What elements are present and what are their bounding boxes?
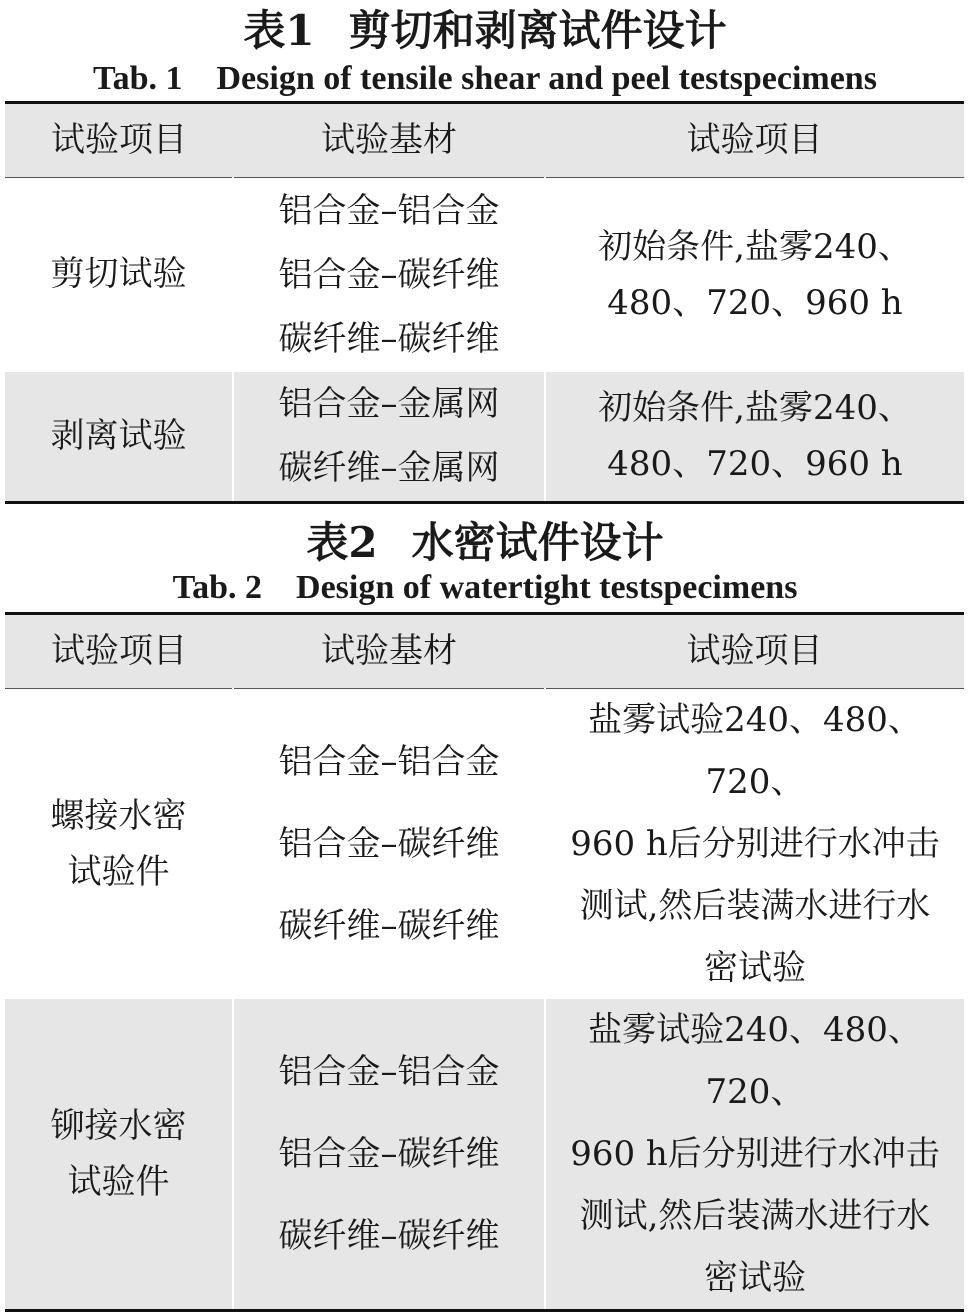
condition-line: 密试验 xyxy=(704,1258,806,1298)
table1 xyxy=(5,101,964,504)
table1-caption-cn xyxy=(0,6,970,55)
substrate-line: 铝合金–铝合金 xyxy=(278,742,500,782)
table1-title-cn: 剪切和剥离试件设计 xyxy=(348,6,727,55)
item-line: 试验件 xyxy=(67,1162,170,1202)
table1-row1-conditions xyxy=(545,178,964,372)
table-row xyxy=(5,999,964,1311)
substrate-line: 铝合金–铝合金 xyxy=(278,190,500,231)
condition-line: 960 h后分别进行水冲击 xyxy=(570,824,940,864)
substrate-line: 碳纤维–碳纤维 xyxy=(278,906,500,946)
table2-header-row xyxy=(5,614,964,689)
table1-header-substrate: 试验基材 xyxy=(233,103,545,178)
table2-row2-item xyxy=(5,999,233,1311)
table1-label-en: Tab. 1 xyxy=(93,60,183,97)
condition-line: 测试,然后装满水进行水 xyxy=(579,1196,931,1236)
table2-title-cn: 水密试件设计 xyxy=(411,518,664,567)
table2-header-condition: 试验项目 xyxy=(545,614,964,689)
substrate-line: 铝合金–碳纤维 xyxy=(278,824,500,864)
condition-line: 960 h后分别进行水冲击 xyxy=(570,1134,940,1174)
table-row xyxy=(5,372,964,503)
item-line: 试验件 xyxy=(67,852,170,892)
table2-header-substrate: 试验基材 xyxy=(233,614,545,689)
substrate-line: 碳纤维–金属网 xyxy=(278,448,500,489)
condition-line: 盐雾试验240、480、720、 xyxy=(588,700,922,802)
substrate-line: 铝合金–金属网 xyxy=(278,384,500,425)
table2-row1-item xyxy=(5,689,233,1000)
table1-label-cn: 表1 xyxy=(243,6,315,55)
condition-line: 测试,然后装满水进行水 xyxy=(579,886,931,926)
table2-header-item: 试验项目 xyxy=(5,614,233,689)
table1-caption-en xyxy=(0,62,970,96)
condition-line: 480、720、960 h xyxy=(607,282,903,323)
table2-label-cn: 表2 xyxy=(306,518,378,567)
table2-row2-conditions xyxy=(545,999,964,1311)
table2-row1-conditions xyxy=(545,689,964,1000)
table2-row1-substrates xyxy=(233,689,545,1000)
table2-caption-cn xyxy=(0,518,970,567)
table2-title-en: Design of watertight testspecimens xyxy=(296,569,798,606)
table2-caption-en xyxy=(0,571,970,605)
condition-line: 初始条件,盐雾240、 xyxy=(598,388,912,429)
table1-header-row xyxy=(5,103,964,178)
substrate-line: 碳纤维–碳纤维 xyxy=(278,1216,500,1256)
table2 xyxy=(5,612,964,1312)
substrate-line: 碳纤维–碳纤维 xyxy=(278,318,500,359)
table1-title-en: Design of tensile shear and peel testspecimens xyxy=(216,60,877,97)
item-line: 铆接水密 xyxy=(50,1106,187,1146)
table1-row2-conditions xyxy=(545,372,964,503)
table1-header-item: 试验项目 xyxy=(5,103,233,178)
table1-row1-item: 剪切试验 xyxy=(50,254,187,295)
table-row xyxy=(5,178,964,372)
condition-line: 480、720、960 h xyxy=(607,444,903,485)
substrate-line: 铝合金–碳纤维 xyxy=(278,254,500,295)
item-line: 螺接水密 xyxy=(50,796,187,836)
table-row xyxy=(5,689,964,1000)
table1-row1-substrates xyxy=(233,178,545,372)
substrate-line: 铝合金–碳纤维 xyxy=(278,1134,500,1174)
table2-label-en: Tab. 2 xyxy=(172,569,263,606)
table1-row2-item: 剥离试验 xyxy=(5,372,233,503)
table1-row2-substrates xyxy=(233,372,545,503)
substrate-line: 铝合金–铝合金 xyxy=(278,1052,500,1092)
table2-row2-substrates xyxy=(233,999,545,1311)
condition-line: 密试验 xyxy=(704,948,806,988)
table1-header-condition: 试验项目 xyxy=(545,103,964,178)
condition-line: 盐雾试验240、480、720、 xyxy=(588,1010,922,1112)
condition-line: 初始条件,盐雾240、 xyxy=(598,226,912,267)
